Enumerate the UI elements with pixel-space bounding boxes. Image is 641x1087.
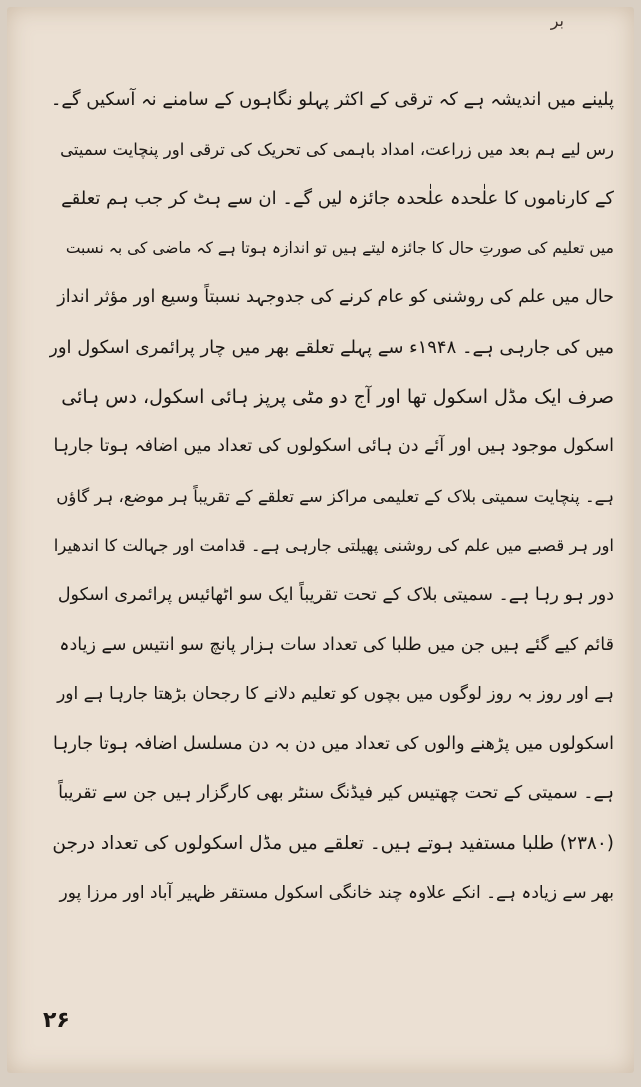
text-line: ہے۔ سمیتی کے تحت چھتیس کیر فیڈنگ سنٹر بھی کارگزار ہیں جن سے تقریباً xyxy=(58,783,614,804)
text-line: اسکول موجود ہیں اور آئے دن ہائی اسکولوں کی تعداد میں اضافہ ہوتا جارہا xyxy=(53,436,614,457)
urdu-paragraph xyxy=(49,75,614,918)
text-line: دور ہو رہا ہے۔ سمیتی بلاک کے تحت تقریباً ایک سو اٹھائیس پرائمری اسکول xyxy=(57,584,614,605)
book-page xyxy=(7,7,634,1073)
text-line: ہے۔ پنچایت سمیتی بلاک کے تعلیمی مراکز سے تعلقے کے تقریباً ہر موضع، ہر گاؤں xyxy=(56,486,614,506)
text-line: (۲۳۸۰) طلبا مستفید ہوتے ہیں۔ تعلقے میں مڈل اسکولوں کی تعداد درجن xyxy=(52,832,614,854)
text-line: اسکولوں میں پڑھنے والوں کی تعداد میں دن بہ دن مسلسل اضافہ ہوتا جارہا xyxy=(52,733,614,754)
text-line: رس لیے ہم بعد میں زراعت، امداد باہمی کی تحریک کی ترقی اور پنچایت سمیتی xyxy=(60,139,614,159)
text-line: صرف ایک مڈل اسکول تھا اور آج دو مٹی پرپز ہائی اسکول، دس ہائی xyxy=(61,385,614,408)
text-line: حال میں علم کی روشنی کو عام کرنے کی جدوجہد نسبتاً وسیع اور مؤثر انداز xyxy=(57,287,614,308)
page-number: ۲۶ xyxy=(43,1008,70,1033)
text-line: ہے اور روز بہ روز لوگوں میں بچوں کو تعلیم دلانے کا رجحان بڑھتا جارہا ہے اور xyxy=(57,684,614,705)
text-line: اور ہر قصبے میں علم کی روشنی پھیلتی جارہی ہے۔ قدامت اور جہالت کا اندھیرا xyxy=(53,536,614,556)
text-line: کے کارناموں کا علٰحدہ علٰحدہ جائزہ لیں گے۔ ان سے ہٹ کر جب ہم تعلقے xyxy=(61,188,614,210)
text-line: بھر سے زیادہ ہے۔ انکے علاوہ چند خانگی اسکول مستقر ظہیر آباد اور مرزا پور xyxy=(59,882,614,903)
corner-mark: بر xyxy=(550,11,564,30)
text-line: میں کی جارہی ہے۔ ۱۹۴۸ء سے پہلے تعلقے بھر میں چار پرائمری اسکول اور xyxy=(49,336,614,358)
text-line: میں تعلیم کی صورتِ حال کا جائزہ لیتے ہیں تو اندازہ ہوتا ہے کہ ماضی کی بہ نسبت xyxy=(65,238,614,257)
text-line: قائم کیے گئے ہیں جن میں طلبا کی تعداد سات ہزار پانچ سو انتیس سے زیادہ xyxy=(59,634,614,655)
text-line: پلینے میں اندیشہ ہے کہ ترقی کے اکثر پہلو نگاہوں کے سامنے نہ آسکیں گے۔ xyxy=(50,89,614,110)
